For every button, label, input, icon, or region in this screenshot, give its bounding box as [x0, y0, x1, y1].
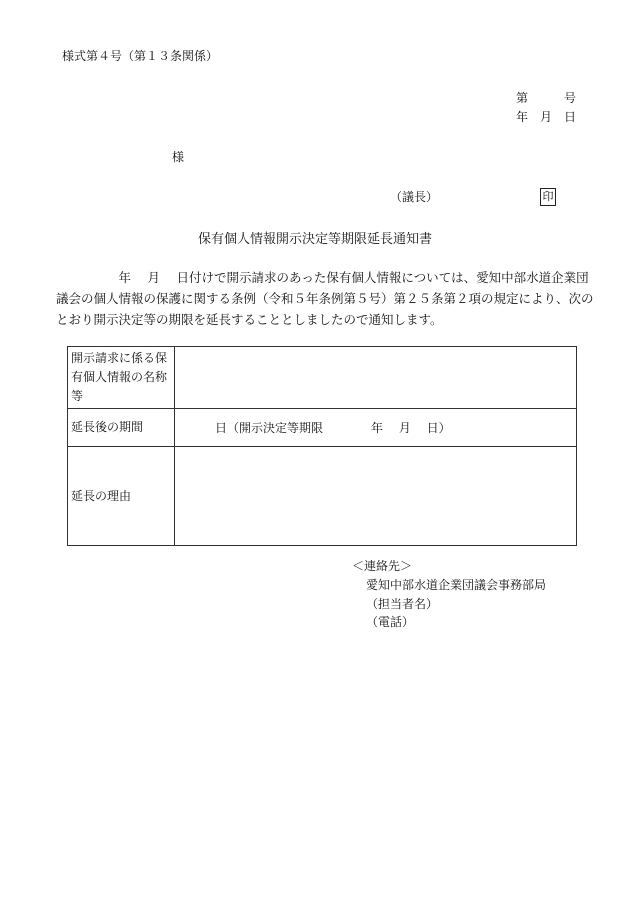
contact-person: （担当者名）: [366, 597, 439, 611]
sender-chair: （議長）: [390, 190, 439, 204]
document-number: 第 号: [516, 91, 577, 105]
table-row: [68, 447, 577, 546]
contact-office: 愛知中部水道企業団議会事務部局: [366, 578, 547, 592]
info-table: [67, 346, 577, 546]
table-row: [68, 347, 577, 409]
contact-phone: （電話）: [366, 615, 415, 629]
extension-period-label: 延長後の期間: [68, 409, 175, 447]
seal-stamp: 印: [540, 188, 556, 206]
body-paragraph: 年 月 日付けで開示請求のあった保有個人情報については、愛知中部水道企業団議会の個人情報の保護に関する条例（令和５年条例第５号）第２５条第２項の規定により、次のとおり開示決定等の期限を延長することとしましたので通知します。: [56, 270, 594, 327]
info-name-value[interactable]: [175, 347, 577, 409]
document-date: 年 月 日: [516, 110, 577, 124]
extension-period-value[interactable]: 日（開示決定等期限 年 月 日）: [175, 409, 577, 447]
table-row: [68, 409, 577, 447]
addressee: 様: [172, 150, 185, 164]
document-title: 保有個人情報開示決定等期限延長通知書: [197, 232, 432, 247]
contact-heading: ＜連絡先＞: [352, 559, 413, 573]
form-number-label: 様式第４号（第１３条関係）: [62, 49, 219, 63]
extension-reason-label: 延長の理由: [68, 447, 175, 546]
extension-reason-value[interactable]: [175, 447, 577, 546]
info-name-label: 開示請求に係る保有個人情報の名称等: [68, 347, 175, 409]
